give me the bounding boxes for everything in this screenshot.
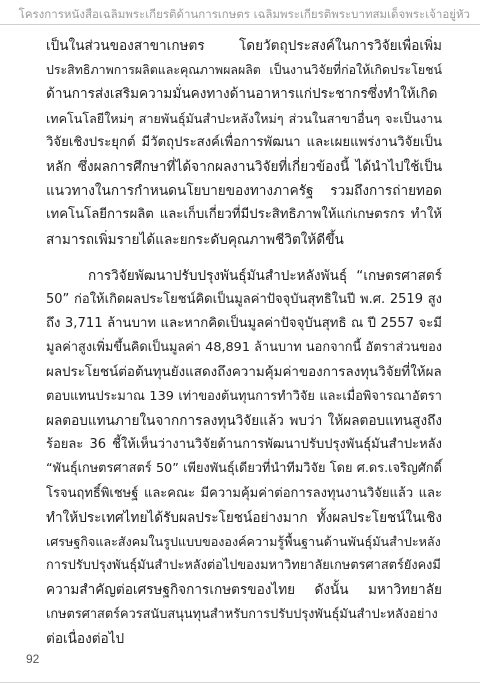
text-line: มูลค่าสูงเพิ่มขึ้นคิดเป็นมูลค่า 48,891 ล้านบาท นอกจากนี้ อัตราส่วนของ [46, 340, 442, 356]
text-line: ผลประโยชน์ต่อต้นทุนยังแสดงถึงความคุ้มค่าของการลงทุนวิจัยที่ให้ผล [46, 364, 442, 380]
text-line: “พันธุ์เกษตรศาสตร์ 50” เพียงพันธุ์เดียวที่นำทีมวิจัย โดย ศ.ดร.เจริญศักดิ์ [46, 461, 442, 477]
text-line: เป็นในส่วนของสาขาเกษตร โดยวัตถุประสงค์ในการวิจัยเพื่อเพิ่ม [46, 38, 442, 54]
text-line: เทคโนโลยีการผลิต และเก็บเกี่ยวที่มีประสิทธิภาพให้แก่เกษตรกร ทำให้ [46, 207, 442, 223]
footer-divider [0, 682, 480, 683]
text-line: ต่อเนื่องต่อไป [46, 630, 125, 647]
text-line: โรจนฤทธิ์พิเชษฐ์ และคณะ มีความคุ้มค่าต่อการลงทุนงานวิจัยแล้ว และ [46, 485, 442, 501]
text-line: หลัก ซึ่งผลการศึกษาที่ได้จากผลงานวิจัยที่เกี่ยวข้องนี้ ได้นำไปใช้เป็น [46, 159, 442, 176]
page-body [46, 34, 442, 651]
text-line: ร้อยละ 36 ชี้ให้เห็นว่างานวิจัยด้านการพัฒนาปรับปรุงพันธุ์มันสำปะหลัง [46, 437, 442, 453]
text-line: ความสำคัญต่อเศรษฐกิจการเกษตรของไทย ดังนั้น มหาวิทยาลัย [46, 582, 442, 599]
text-line: ถึง 3,711 ล้านบาท และหากคิดเป็นมูลค่าปัจจุบันสุทธิ ณ ปี 2557 จะมี [46, 316, 442, 332]
text-line: การวิจัยพัฒนาปรับปรุงพันธุ์มันสำปะหลังพันธุ์ “เกษตรศาสตร์ [88, 267, 442, 284]
text-line: ตอบแทนประมาณ 139 เท่าของต้นทุนการทำวิจัย และเมื่อพิจารณาอัตรา [46, 388, 442, 404]
paragraph-1 [46, 34, 442, 252]
text-line: ประสิทธิภาพการผลิตและคุณภาพผลผลิต เป็นงานวิจัยที่ก่อให้เกิดประโยชน์ [46, 62, 442, 78]
text-line: แนวทางในการกำหนดนโยบายของทางภาครัฐ รวมถึงการถ่ายทอด [46, 183, 442, 200]
text-line: สามารถเพิ่มรายได้และยกระดับคุณภาพชีวิตให้ดีขึ้น [46, 231, 344, 248]
text-line: ด้านการส่งเสริมความมั่นคงทางด้านอาหารแก่ประชากรซึ่งทำให้เกิด [46, 86, 438, 103]
text-line: เทคโนโลยีใหม่ๆ สายพันธุ์มันสำปะหลังใหม่ๆ ส่วนในสาขาอื่นๆ จะเป็นงาน [46, 110, 442, 126]
running-header: โครงการหนังสือเฉลิมพระเกียรติด้านการเกษตร เฉลิมพระเกียรติพระบาทสมเด็จพระเจ้าอยู่หัว [18, 7, 470, 21]
text-line: เกษตรศาสตร์ควรสนับสนุนทุนสำหรับการปรับปรุงพันธุ์มันสำปะหลังอย่าง [46, 606, 438, 622]
text-line: การปรับปรุงพันธุ์มันสำปะหลังต่อไปของมหาวิทยาลัยเกษตรศาสตร์ยังคงมี [46, 558, 441, 574]
header-divider [0, 24, 480, 25]
text-line: 50” ก่อให้เกิดผลประโยชน์คิดเป็นมูลค่าปัจจุบันสุทธิในปี พ.ศ. 2519 สูง [46, 292, 442, 308]
page-number: 92 [26, 652, 40, 666]
paragraph-2 [46, 264, 442, 651]
text-line: ทำให้ประเทศไทยได้รับผลประโยชน์อย่างมาก ทั้งผลประโยชน์ในเชิง [46, 509, 442, 526]
text-line: เศรษฐกิจและสังคมในรูปแบบขององค์ความรู้พื้นฐานด้านพันธุ์มันสำปะหลัง [46, 534, 441, 550]
text-line: ผลตอบแทนภายในจากการลงทุนวิจัยแล้ว พบว่า ให้ผลตอบแทนสูงถึง [46, 413, 442, 430]
text-line: วิจัยเชิงประยุกต์ มีวัตถุประสงค์เพื่อการพัฒนา และเผยแพร่งานวิจัยเป็น [46, 134, 442, 150]
